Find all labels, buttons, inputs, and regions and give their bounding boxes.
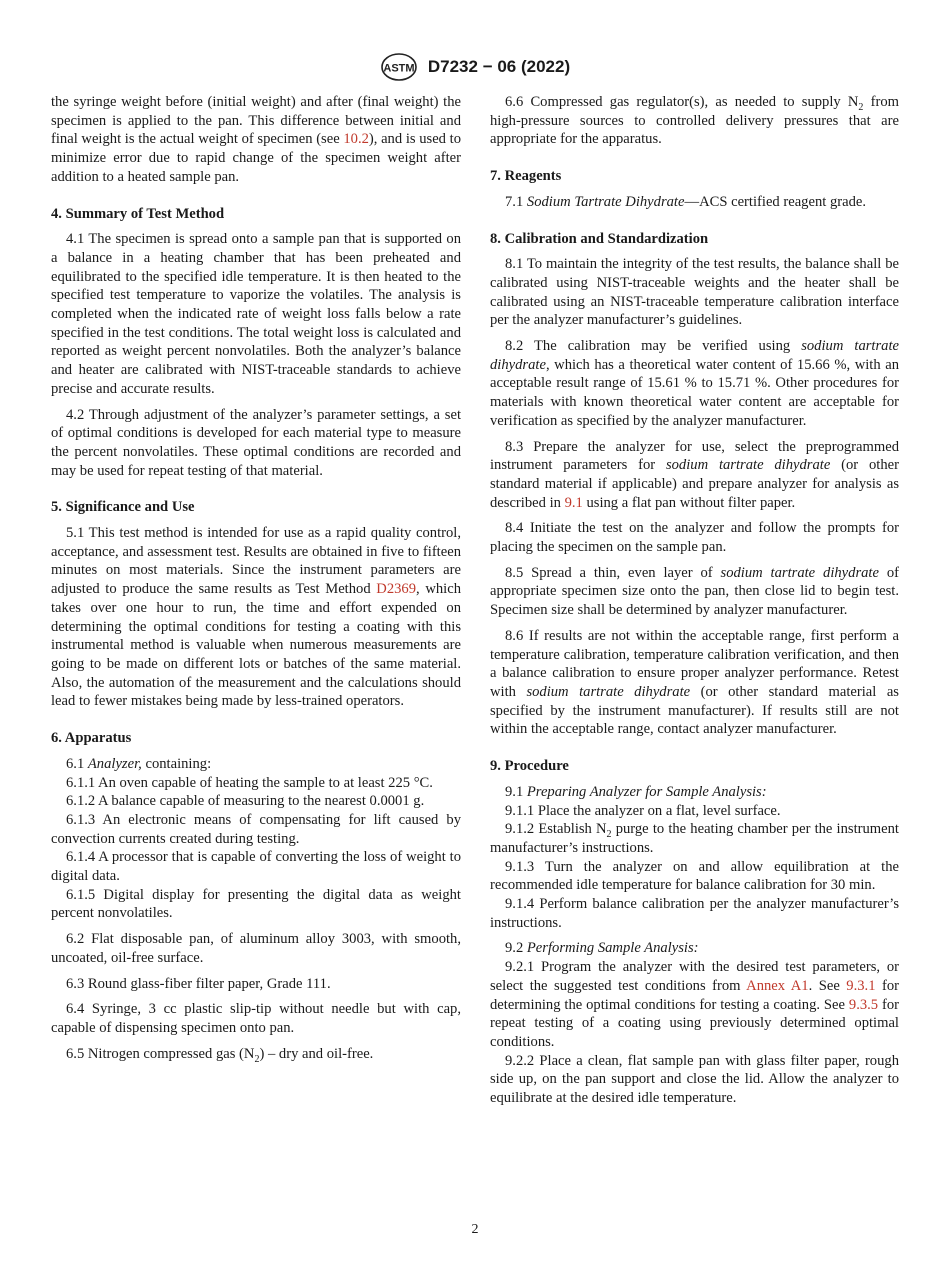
section-heading-4: 4. Summary of Test Method [51,205,225,222]
paragraph-6-1-1: 6.1.1 An oven capable of heating the sample to at least 225 °C. [66,774,433,791]
ref-link-annex-a1[interactable]: Annex A1 [746,977,809,994]
paragraph-8-2: 8.2 The calibration may be verified using sodium tartrate dihydrate, which has a theoretical water content of 15.66 %, with an acceptable result range of 15.61 % to 15.71 %. Other procedures for materials with known theoretical water content are acceptable for verification as specified by the analyzer manufacturer. [490,338,899,429]
right-column [490,93,899,1115]
section-heading-9: 9. Procedure [490,758,569,775]
paragraph-9-2-1: 9.2.1 Program the analyzer with the desired test parameters, or select the suggested test conditions from Annex A1. See 9.3.1 for determining the optimal conditions for testing a coating. See 9.3.5 for repeat testing of a coating using previously determined optimal conditions. [490,959,900,1050]
ref-link-10-2[interactable]: 10.2 [343,131,369,148]
paragraph-9-1-4: 9.1.4 Perform balance calibration per the analyzer manufacturer’s instructions. [490,896,899,931]
paragraph-6-1-3: 6.1.3 An electronic means of compensating for lift caused by convection currents created during testing. [51,811,461,847]
paragraph-9-1-1: 9.1.1 Place the analyzer on a flat, level surface. [505,802,781,819]
paragraph-6-1: 6.1 Analyzer, containing: [66,755,212,772]
paragraph-5-1: 5.1 This test method is intended for use as a rapid quality control, acceptance, and assessment test. Results are obtained in five to fifteen minutes on most materials. Since the instrument parameters are adjusted to produce the same results as Test Method D2369, which takes over one hour to run, the time and effort expended on determining the optimal conditions for testing a coating with this instrumental method is valuable when numerous measurements are going to be made on different lots or batches of the same material. Also, the automation of the measurement and the calculations should lead to fewer mistakes being made by less-trained operators. [51,525,461,710]
paragraph-6-3: 6.3 Round glass-fiber filter paper, Grade 111. [66,975,331,992]
section-heading-5: 5. Significance and Use [51,499,195,516]
section-heading-6: 6. Apparatus [51,730,132,747]
astm-logo-icon [380,52,418,82]
section-heading-7: 7. Reagents [490,168,562,185]
paragraph-6-4: 6.4 Syringe, 3 cc plastic slip-tip without needle but with cap, capable of dispensing specimen onto pan. [51,1001,461,1036]
ref-link-9-1[interactable]: 9.1 [564,494,583,511]
paragraph-9-2: 9.2 Performing Sample Analysis: [505,940,699,957]
paragraph-6-2: 6.2 Flat disposable pan, of aluminum alloy 3003, with smooth, uncoated, oil-free surface. [51,931,461,966]
page-number: 2 [471,1222,479,1237]
paragraph-8-4: 8.4 Initiate the test on the analyzer and follow the prompts for placing the specimen on the sample pan. [490,520,899,556]
paragraph-6-1-5: 6.1.5 Digital display for presenting the digital data as weight percent nonvolatiles. [51,886,461,922]
paragraph-7-1: 7.1 Sodium Tartrate Dihydrate—ACS certified reagent grade. [505,193,867,210]
left-column [51,93,461,1070]
page-header [0,52,950,82]
ref-link-9-3-5[interactable]: 9.3.5 [848,996,879,1013]
paragraph-intro: the syringe weight before (initial weight) and after (final weight) the specimen is applied to the pan. This difference between initial and final weight is the actual weight of specimen (see 10.2), and is used to minimize error due to rapid change of the specimen weight after addition to a heated sample pan. [51,94,461,185]
paragraph-9-2-2: 9.2.2 Place a clean, flat sample pan with glass filter paper, rough side up, on the pan support and close the lid. Allow the analyzer to equilibrate at the desired idle temperature. [490,1052,899,1107]
paragraph-8-5: 8.5 Spread a thin, even layer of sodium tartrate dihydrate of appropriate specimen size onto the pan, then close lid to begin test. Specimen size shall be determined by analyzer manufacturer. [490,564,899,619]
paragraph-6-1-2: 6.1.2 A balance capable of measuring to the nearest 0.0001 g. [66,793,425,810]
ref-link-9-3-1[interactable]: 9.3.1 [846,977,876,994]
paragraph-6-1-4: 6.1.4 A processor that is capable of converting the loss of weight to digital data. [51,849,461,885]
paragraph-8-6: 8.6 If results are not within the acceptable range, first perform a temperature calibration, temperature calibration verification, and then a balance calibration to ensure proper analyzer performance. Retest with sodium tartrate dihydrate (or other standard material as specified by the instrument manufacturer). If results still are not within the acceptable range, contact analyzer manufacturer. [490,627,899,738]
section-heading-8: 8. Calibration and Standardization [490,230,709,247]
document-code: D7232 − 06 (2022) [427,57,571,76]
paragraph-4-2: 4.2 Through adjustment of the analyzer’s parameter settings, a set of optimal conditions is developed for each material type to measure the percent nonvolatiles. These optimal conditions are recorded and may be used for repeat testing of that material. [51,406,461,479]
paragraph-6-6: 6.6 Compressed gas regulator(s), as needed to supply $N_2$ from high-pressure sources to controlled delivery pressures that are appropriate for the apparatus. [490,94,899,148]
paragraph-8-1: 8.1 To maintain the integrity of the test results, the balance shall be calibrated using NIST-traceable weights and the heater shall be calibrated using an NIST-traceable temperature calibration interface per the analyzer manufacturer’s guidelines. [490,256,899,329]
paragraph-9-1: 9.1 Preparing Analyzer for Sample Analysis: [505,783,767,800]
paragraph-4-1: 4.1 The specimen is spread onto a sample pan that is supported on a balance in a heating chamber that has been preheated and equilibrated to the specified idle temperature. It is then heated to the specified test temperature to vaporize the volatiles. The analysis is completed when the indicated rate of weight loss falls below a rate specified in the test conditions. The total weight loss is calculated and reported as weight percent nonvolatiles. Both the analyzer’s balance and heater are calibrated with NIST-traceable standards to achieve precise and accurate results. [51,231,461,397]
ref-link-d2369[interactable]: D2369 [376,581,417,598]
paragraph-9-1-3: 9.1.3 Turn the analyzer on and allow equilibration at the recommended idle temperature for balance calibration for 30 min. [490,858,899,894]
logo-text: ASTM [383,62,415,75]
paragraph-9-1-2: 9.1.2 Establish $N_2$ purge to the heating chamber per the instrument manufacturer’s instructions. [490,821,899,856]
paragraph-6-5: 6.5 Nitrogen compressed gas $(N_2)$ – dry and oil-free. [66,1045,374,1065]
paragraph-8-3: 8.3 Prepare the analyzer for use, select the preprogrammed instrument parameters for sodium tartrate dihydrate (or other standard material if applicable) and prepare analyzer for analysis as described in 9.1 using a flat pan without filter paper. [490,438,899,511]
